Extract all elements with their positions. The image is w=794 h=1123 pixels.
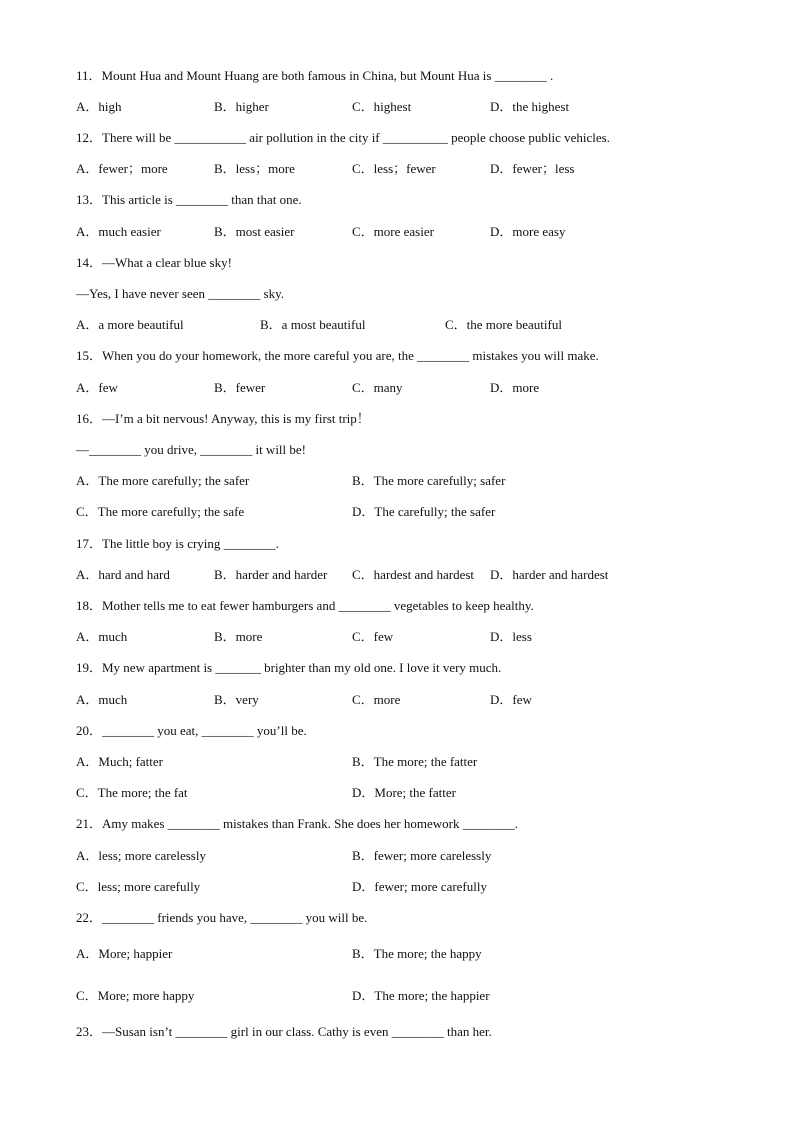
question-19-stem: 19．My new apartment is _______ brighter than my old one. I love it very much. — [76, 660, 502, 675]
question-15-option[interactable]: A．few — [76, 380, 118, 395]
question-22-option[interactable]: C．More; more happy — [76, 988, 195, 1003]
question-21-option[interactable]: D．fewer; more carefully — [352, 879, 487, 894]
question-16-option[interactable]: D．The carefully; the safer — [352, 504, 496, 519]
question-13-option[interactable]: B．most easier — [214, 224, 295, 239]
question-12-option[interactable]: A．fewer；more — [76, 161, 168, 176]
question-13-stem: 13．This article is ________ than that one. — [76, 192, 302, 207]
question-18-stem: 18．Mother tells me to eat fewer hamburgers and ________ vegetables to keep healthy. — [76, 598, 534, 613]
question-22-option[interactable]: D．The more; the happier — [352, 988, 490, 1003]
question-16-stem: —________ you drive, ________ it will be! — [76, 442, 307, 457]
question-20-option[interactable]: C．The more; the fat — [76, 785, 188, 800]
question-20-option[interactable]: B．The more; the fatter — [352, 754, 478, 769]
question-17-option[interactable]: C．hardest and hardest — [352, 567, 475, 582]
question-22-stem: 22．________ friends you have, ________ you will be. — [76, 910, 368, 925]
question-18-option[interactable]: C．few — [352, 629, 394, 644]
question-15-option[interactable]: B．fewer — [214, 380, 266, 395]
question-17-stem: 17．The little boy is crying ________. — [76, 536, 279, 551]
question-23-stem: 23．—Susan isn’t ________ girl in our class. Cathy is even ________ than her. — [76, 1024, 492, 1039]
question-16-stem: 16．—I’m a bit nervous! Anyway, this is my first trip！ — [76, 411, 370, 426]
question-13-option[interactable]: A．much easier — [76, 224, 161, 239]
question-12-option[interactable]: C．less；fewer — [352, 161, 436, 176]
question-21-stem: 21．Amy makes ________ mistakes than Frank. She does her homework ________. — [76, 816, 518, 831]
question-18-option[interactable]: B．more — [214, 629, 263, 644]
question-17-option[interactable]: D．harder and hardest — [490, 567, 609, 582]
question-11-stem: 11．Mount Hua and Mount Huang are both famous in China, but Mount Hua is ________ . — [76, 68, 554, 83]
question-16-option[interactable]: B．The more carefully; safer — [352, 473, 506, 488]
question-14-option[interactable]: C．the more beautiful — [445, 317, 562, 332]
question-15-option[interactable]: D．more — [490, 380, 540, 395]
question-22-option[interactable]: B．The more; the happy — [352, 946, 482, 961]
question-12-stem: 12．There will be ___________ air pollution in the city if __________ people choose public vehicles. — [76, 130, 610, 145]
question-20-option[interactable]: A．Much; fatter — [76, 754, 164, 769]
question-20-option[interactable]: D．More; the fatter — [352, 785, 456, 800]
question-12-option[interactable]: D．fewer；less — [490, 161, 575, 176]
question-11-option[interactable]: A．high — [76, 99, 122, 114]
question-21-option[interactable]: C．less; more carefully — [76, 879, 201, 894]
question-13-option[interactable]: C．more easier — [352, 224, 434, 239]
question-19-option[interactable]: B．very — [214, 692, 259, 707]
question-17-option[interactable]: B．harder and harder — [214, 567, 328, 582]
question-14-option[interactable]: B．a most beautiful — [260, 317, 366, 332]
question-19-option[interactable]: C．more — [352, 692, 401, 707]
question-16-option[interactable]: A．The more carefully; the safer — [76, 473, 250, 488]
question-16-option[interactable]: C．The more carefully; the safe — [76, 504, 245, 519]
question-19-option[interactable]: A．much — [76, 692, 128, 707]
question-15-option[interactable]: C．many — [352, 380, 403, 395]
question-14-stem: —Yes, I have never seen ________ sky. — [76, 286, 284, 301]
question-18-option[interactable]: D．less — [490, 629, 532, 644]
question-13-option[interactable]: D．more easy — [490, 224, 566, 239]
question-20-stem: 20．________ you eat, ________ you’ll be. — [76, 723, 307, 738]
question-21-option[interactable]: B．fewer; more carelessly — [352, 848, 492, 863]
question-18-option[interactable]: A．much — [76, 629, 128, 644]
question-21-option[interactable]: A．less; more carelessly — [76, 848, 206, 863]
question-14-stem: 14．—What a clear blue sky! — [76, 255, 232, 270]
question-11-option[interactable]: D．the highest — [490, 99, 570, 114]
question-11-option[interactable]: B．higher — [214, 99, 269, 114]
question-17-option[interactable]: A．hard and hard — [76, 567, 170, 582]
question-12-option[interactable]: B．less；more — [214, 161, 295, 176]
question-19-option[interactable]: D．few — [490, 692, 532, 707]
question-15-stem: 15．When you do your homework, the more careful you are, the ________ mistakes you will make. — [76, 348, 599, 363]
question-11-option[interactable]: C．highest — [352, 99, 412, 114]
question-14-option[interactable]: A．a more beautiful — [76, 317, 184, 332]
question-22-option[interactable]: A．More; happier — [76, 946, 173, 961]
